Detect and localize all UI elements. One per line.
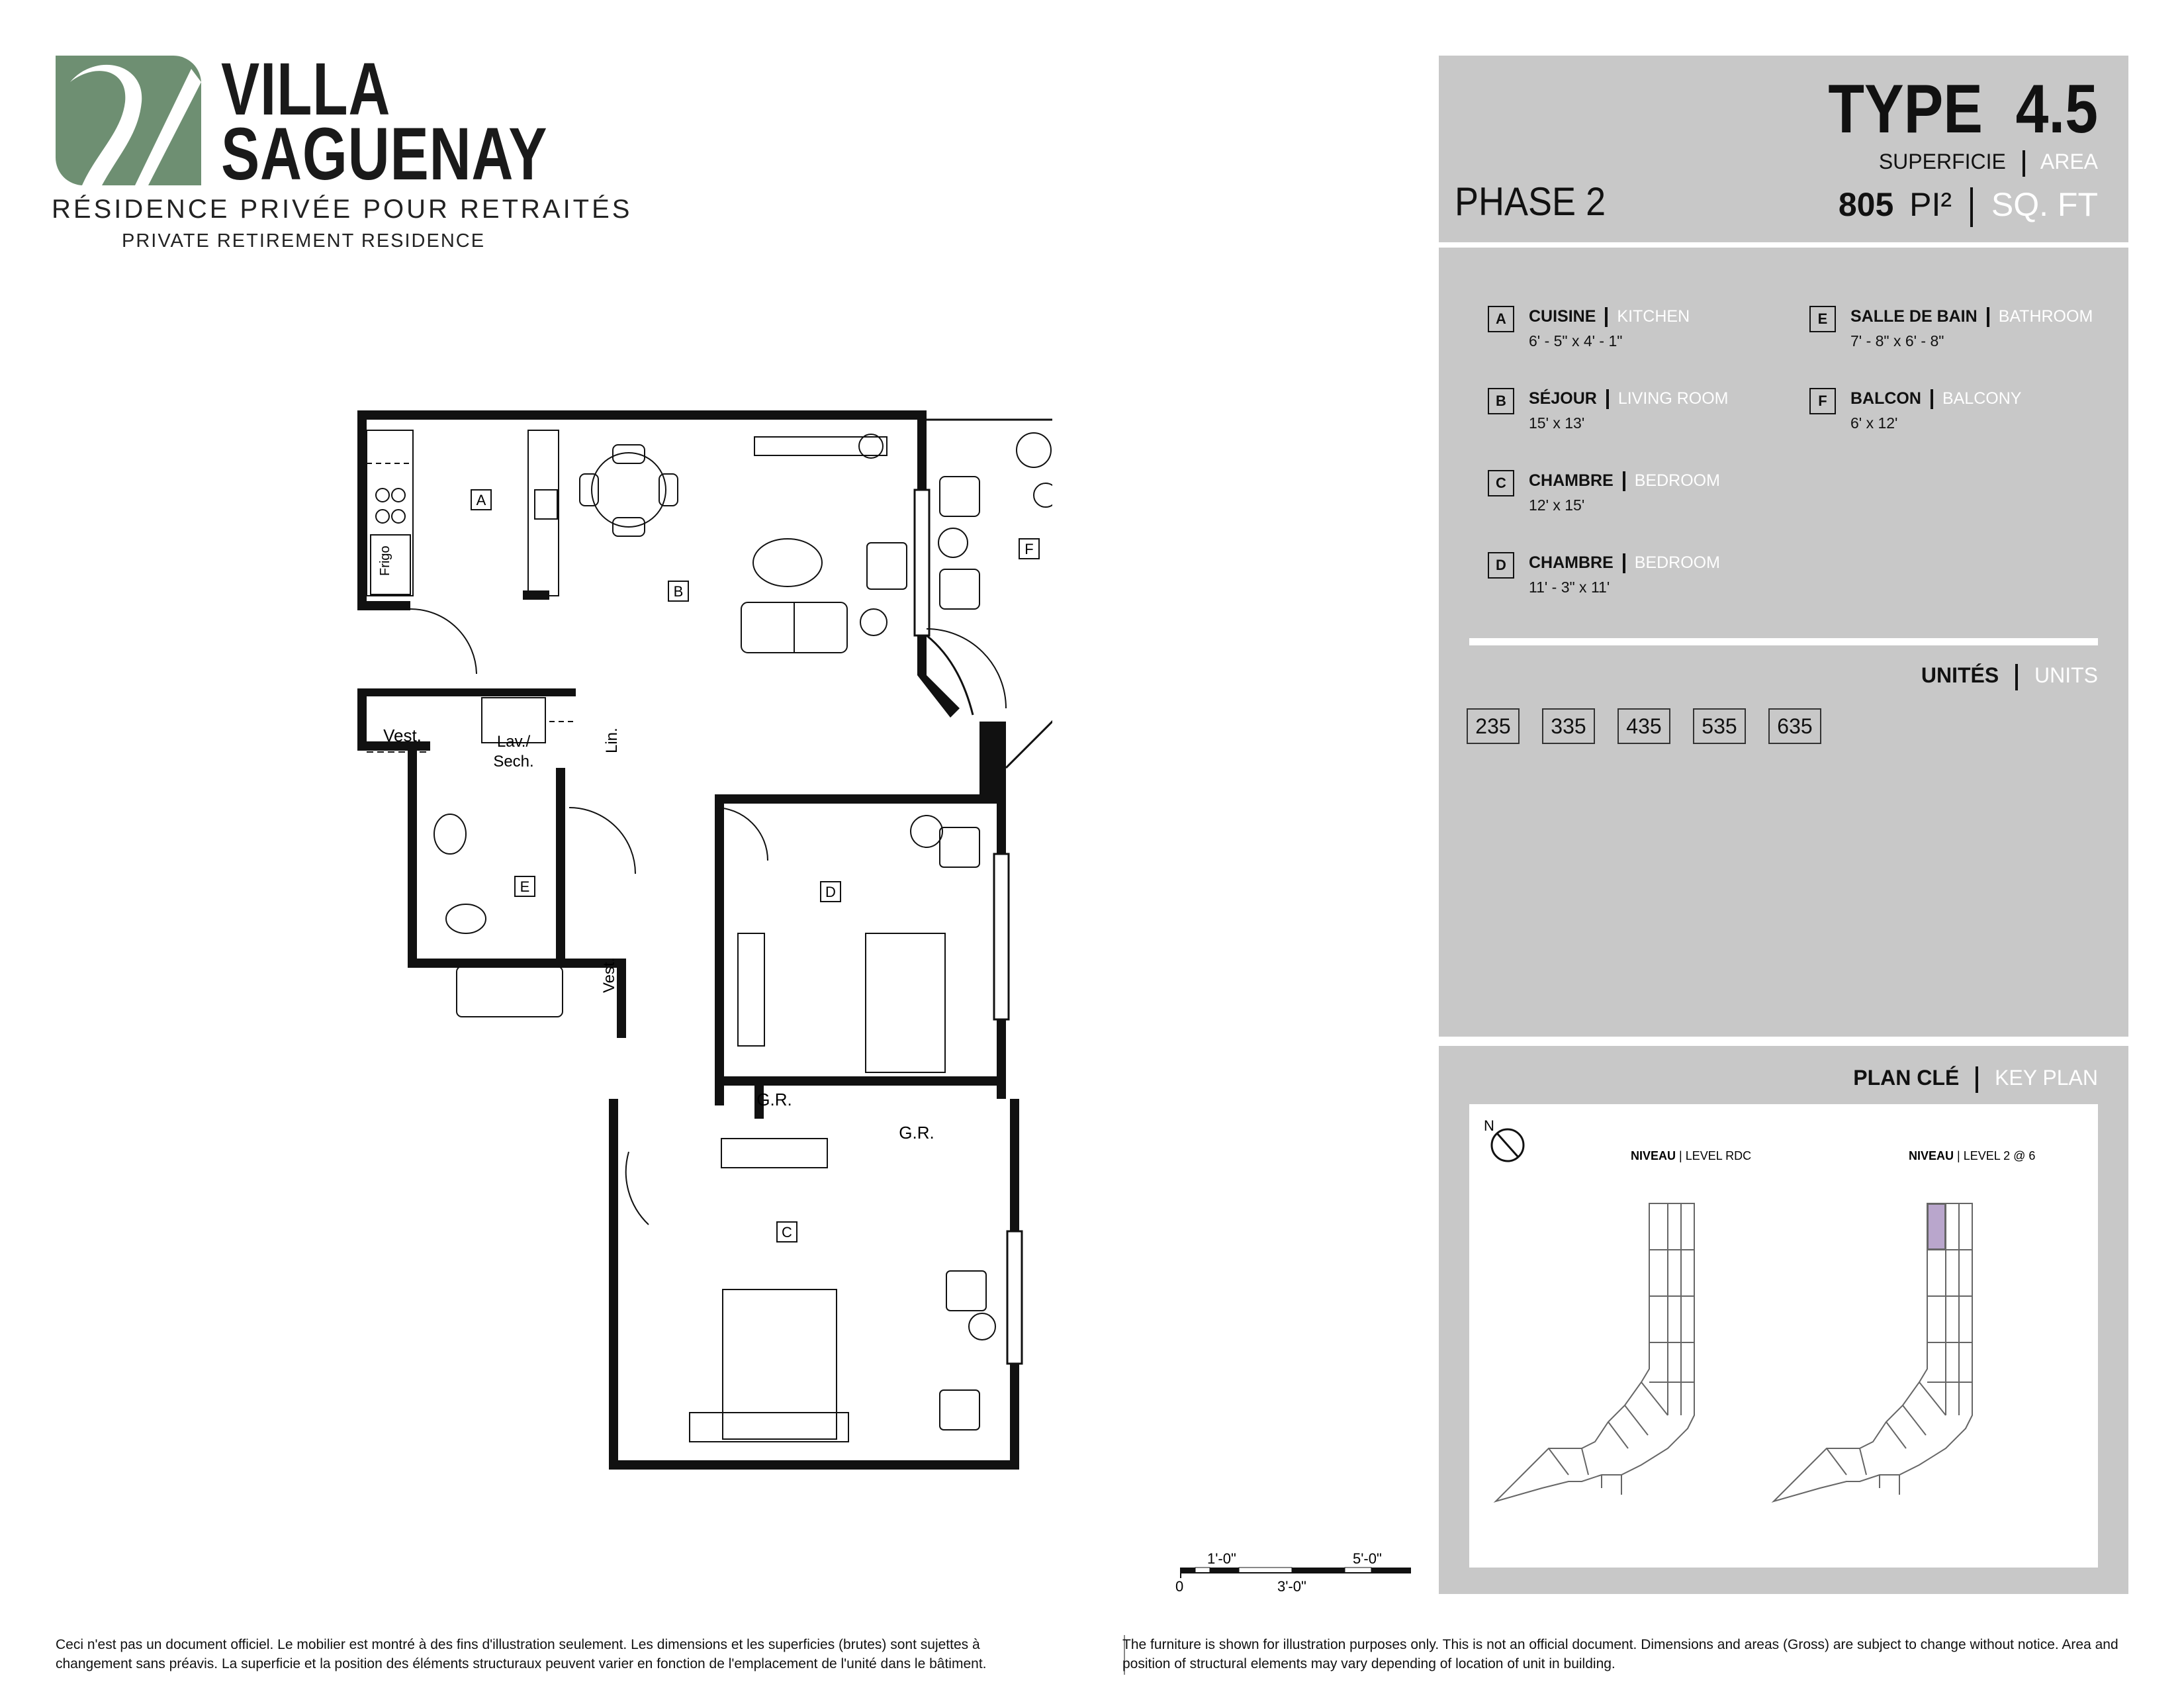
unit-list xyxy=(1467,708,1821,744)
room-name-fr: CHAMBRE xyxy=(1529,471,1614,490)
room-name-fr: SÉJOUR xyxy=(1529,389,1597,408)
key-plan-panel xyxy=(1439,1046,2128,1594)
separator xyxy=(2015,664,2018,690)
type-label: TYPE xyxy=(1828,71,1983,148)
area-value: 805 xyxy=(1838,186,1894,223)
label-frigo: Frigo xyxy=(378,545,392,576)
separator xyxy=(1623,471,1625,491)
key-plan-drawing xyxy=(1469,1104,2098,1568)
area-label-row xyxy=(1879,150,2098,177)
label-room-d: D xyxy=(825,884,836,900)
living-furniture xyxy=(741,434,907,653)
room-name-en: BEDROOM xyxy=(1634,471,1720,490)
separator xyxy=(1987,307,1989,327)
type-header-panel xyxy=(1439,56,2128,242)
tagline-en: PRIVATE RETIREMENT RESIDENCE xyxy=(122,230,486,252)
units-label-en: UNITS xyxy=(2034,663,2098,687)
room-letter-box: D xyxy=(1488,552,1514,579)
room-name-fr: SALLE DE BAIN xyxy=(1850,307,1978,326)
villa-saguenay-logo-mark xyxy=(56,56,201,185)
unit-number-435: 435 xyxy=(1617,708,1670,744)
scale-label-1ft: 1'-0" xyxy=(1207,1550,1236,1567)
separator xyxy=(1976,1066,1978,1093)
kitchen-counters xyxy=(367,430,559,596)
brand-name-line2: SAGUENAY xyxy=(221,113,548,195)
key-plan-label-row xyxy=(1853,1066,2098,1093)
divider xyxy=(1469,638,2098,645)
label-vest-2: Vest. xyxy=(600,957,618,993)
unit-number-235: 235 xyxy=(1467,708,1520,744)
label-gr-2: G.R. xyxy=(899,1123,934,1143)
scale-label-5ft: 5'-0" xyxy=(1353,1550,1382,1567)
unit-number-535: 535 xyxy=(1693,708,1746,744)
bathroom-fixtures xyxy=(434,814,563,1017)
dining-set xyxy=(580,445,678,536)
label-room-b: B xyxy=(673,583,684,600)
room-name-fr: CHAMBRE xyxy=(1529,553,1614,572)
units-label-fr: UNITÉS xyxy=(1921,663,1999,687)
room-letter-box: E xyxy=(1809,306,1836,332)
room-letter-box: F xyxy=(1809,388,1836,414)
unit-number-335: 335 xyxy=(1542,708,1595,744)
windows xyxy=(915,490,1022,1364)
separator xyxy=(1606,389,1609,409)
scale-label-0: 0 xyxy=(1175,1578,1184,1595)
key-plan-label-fr: PLAN CLÉ xyxy=(1853,1066,1960,1090)
level-2-6-label: NIVEAU | LEVEL 2 @ 6 xyxy=(1909,1149,2036,1162)
unit-number-635: 635 xyxy=(1768,708,1821,744)
floor-plan xyxy=(357,410,1052,1470)
area-value-row xyxy=(1839,185,2098,227)
label-room-a: A xyxy=(476,492,486,508)
room-dimensions: 12' x 15' xyxy=(1529,496,1585,514)
room-letter-box: B xyxy=(1488,388,1514,414)
room-name-fr: CUISINE xyxy=(1529,307,1596,326)
room-name-en: BATHROOM xyxy=(1998,307,2093,326)
room-dimensions: 11' - 3" x 11' xyxy=(1529,579,1610,596)
units-label-row xyxy=(1921,663,2098,690)
label-vest-1: Vest. xyxy=(383,726,422,745)
rooms-panel xyxy=(1439,248,2128,1037)
area-unit-fr: PI² xyxy=(1909,186,1952,223)
disclaimer-fr: Ceci n'est pas un document officiel. Le mobilier est montré à des fins d'illustration seulement. Les dimensions et les superficies (brutes) sont sujettes à changement sans préavis. La superficie et la position des éléments structuraux peuvent varier en fonction de l'emplacement de l'unité dans le bâtiment. xyxy=(56,1637,987,1671)
label-room-e: E xyxy=(520,878,530,895)
label-gr-1: G.R. xyxy=(756,1090,792,1109)
room-dimensions: 15' x 13' xyxy=(1529,414,1585,432)
separator xyxy=(1970,187,1973,227)
bedroom-d-furniture xyxy=(738,816,979,1072)
label-sech: Sech. xyxy=(493,753,534,771)
room-letter-box: C xyxy=(1488,470,1514,496)
disclaimer-en: The furniture is shown for illustration purposes only. This is not an official document. Dimensions and areas (Gross) are subject to change without notice. Area and position of structural elements may vary depending of location of unit in building. xyxy=(1122,1637,2118,1671)
room-letter-box: A xyxy=(1488,306,1514,332)
label-lav: Lav./ xyxy=(496,733,531,751)
room-name-en: KITCHEN xyxy=(1617,307,1690,326)
north-label: N xyxy=(1484,1117,1494,1134)
separator xyxy=(2023,150,2025,177)
scale-label-3ft: 3'-0" xyxy=(1277,1578,1306,1595)
label-lin: Lin. xyxy=(603,727,621,753)
balcony-furniture xyxy=(938,433,1052,609)
area-unit-en: SQ. FT xyxy=(1991,186,2098,223)
type-value: 4.5 xyxy=(2015,71,2098,148)
separator xyxy=(1623,553,1625,573)
unit-highlight xyxy=(1928,1204,1945,1249)
separator xyxy=(1931,389,1933,409)
room-dimensions: 6' - 5" x 4' - 1" xyxy=(1529,332,1623,350)
room-dimensions: 6' x 12' xyxy=(1850,414,1898,432)
balcony-outline xyxy=(927,420,1052,768)
room-name-fr: BALCON xyxy=(1850,389,1921,408)
room-dimensions: 7' - 8" x 6' - 8" xyxy=(1850,332,1944,350)
phase-label: PHASE 2 xyxy=(1455,179,1606,224)
unit-type-title xyxy=(1828,70,2098,149)
key-plan-label-en: KEY PLAN xyxy=(1995,1066,2098,1090)
area-label-en: AREA xyxy=(2040,150,2098,173)
area-label-fr: SUPERFICIE xyxy=(1878,150,2006,173)
scale-bar xyxy=(1165,1548,1416,1601)
separator xyxy=(1605,307,1608,327)
tagline-fr: RÉSIDENCE PRIVÉE POUR RETRAITÉS xyxy=(52,195,633,224)
label-room-c: C xyxy=(782,1224,792,1241)
bedroom-c-furniture xyxy=(690,1139,995,1442)
room-name-en: BALCONY xyxy=(1942,389,2022,408)
level-rdc-label: NIVEAU | LEVEL RDC xyxy=(1631,1149,1752,1162)
label-room-f: F xyxy=(1024,541,1034,557)
brand-name-line1: VILLA xyxy=(221,48,391,130)
room-name-en: BEDROOM xyxy=(1634,553,1720,572)
room-name-en: LIVING ROOM xyxy=(1617,389,1729,408)
